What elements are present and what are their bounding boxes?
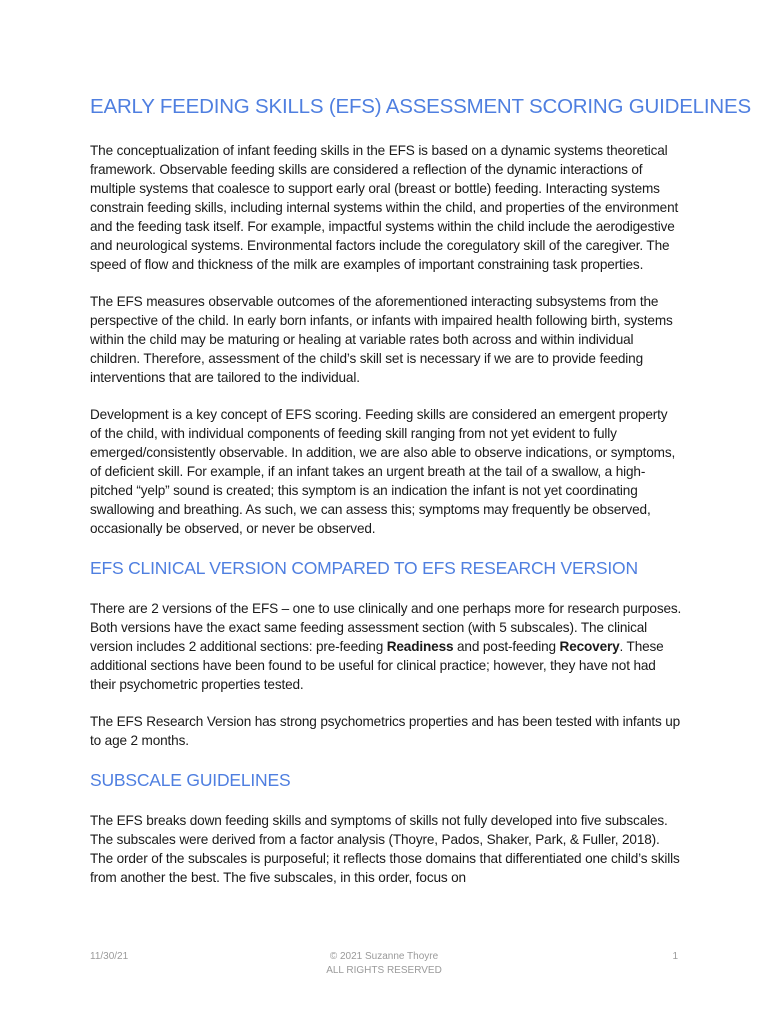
versions-text-c: . These additional sections have been found to be useful for clinical practice; however, they have not had their psychometric properties tested. xyxy=(90,639,664,692)
footer-copyright: © 2021 Suzanne Thoyre xyxy=(329,951,439,962)
document-body xyxy=(90,93,751,905)
footer-copyright-block xyxy=(90,950,678,978)
intro-paragraph-3: Development is a key concept of EFS scoring. Feeding skills are considered an emergent property of the child, with individual components of feeding skill ranging from not yet evident to fully emerged/consistently observable. In addition, we are also able to observe indications, or symptoms, of deficient skill. For example, if an infant takes an urgent breath at the tail of a swallow, a high-pitched “yelp” sound is created; this symptom is an indication the infant is not yet coordinating swallowing and breathing. As such, we can assess this; symptoms may frequently be observed, occasionally be observed, or never be observed. xyxy=(90,407,676,536)
versions-text-a: There are 2 versions of the EFS – one to use clinically and one perhaps more for research purposes. Both versions have the exact same feeding assessment section (with 5 subscales). The clinical version includes 2 additional sections: pre-feeding xyxy=(90,601,682,654)
footer-date: 11/30/21 xyxy=(90,951,129,962)
subscale-paragraph-1: The EFS breaks down feeding skills and symptoms of skills not fully developed into five subscales. The subscales were derived from a factor analysis (Thoyre, Pados, Shaker, Park, & Fuller, 2018). The order of the subscales is purposeful; it reflects those domains that differentiated one child’s skills from another the best. The five subscales, in this order, focus on xyxy=(90,813,680,885)
versions-paragraph-1 xyxy=(90,599,682,694)
recovery-term: Recovery xyxy=(559,639,620,654)
section-heading-subscale: SUBSCALE GUIDELINES xyxy=(90,770,291,790)
page-title: EARLY FEEDING SKILLS (EFS) ASSESSMENT SCORING GUIDELINES xyxy=(90,95,751,118)
intro-paragraph-1: The conceptualization of infant feeding skills in the EFS is based on a dynamic systems theoretical framework. Observable feeding skills are considered a reflection of the dynamic interactions of multiple systems that coalesce to support early oral (breast or bottle) feeding. Interacting systems constrain feeding skills, including internal systems within the child, and properties of the environment and the feeding task itself. For example, impactful systems within the child include the aerodigestive and neurological systems. Environmental factors include the coregulatory skill of the caregiver. The speed of flow and thickness of the milk are examples of important constraining task properties. xyxy=(90,143,679,272)
versions-text-b: and post-feeding xyxy=(453,639,560,654)
intro-paragraph-2: The EFS measures observable outcomes of the aforementioned interacting subsystems from the perspective of the child. In early born infants, or infants with impaired health following birth, systems within the child may be maturing or healing at variable rates both across and within individual children. Therefore, assessment of the child’s skill set is necessary if we are to provide feeding interventions that are tailored to the individual. xyxy=(90,294,673,385)
footer-page-number: 1 xyxy=(672,951,678,962)
readiness-term: Readiness xyxy=(386,639,454,654)
footer-rights: ALL RIGHTS RESERVED xyxy=(326,965,442,976)
section-heading-versions: EFS CLINICAL VERSION COMPARED TO EFS RESEARCH VERSION xyxy=(90,558,638,578)
versions-paragraph-2: The EFS Research Version has strong psychometrics properties and has been tested with infants up to age 2 months. xyxy=(90,714,681,748)
